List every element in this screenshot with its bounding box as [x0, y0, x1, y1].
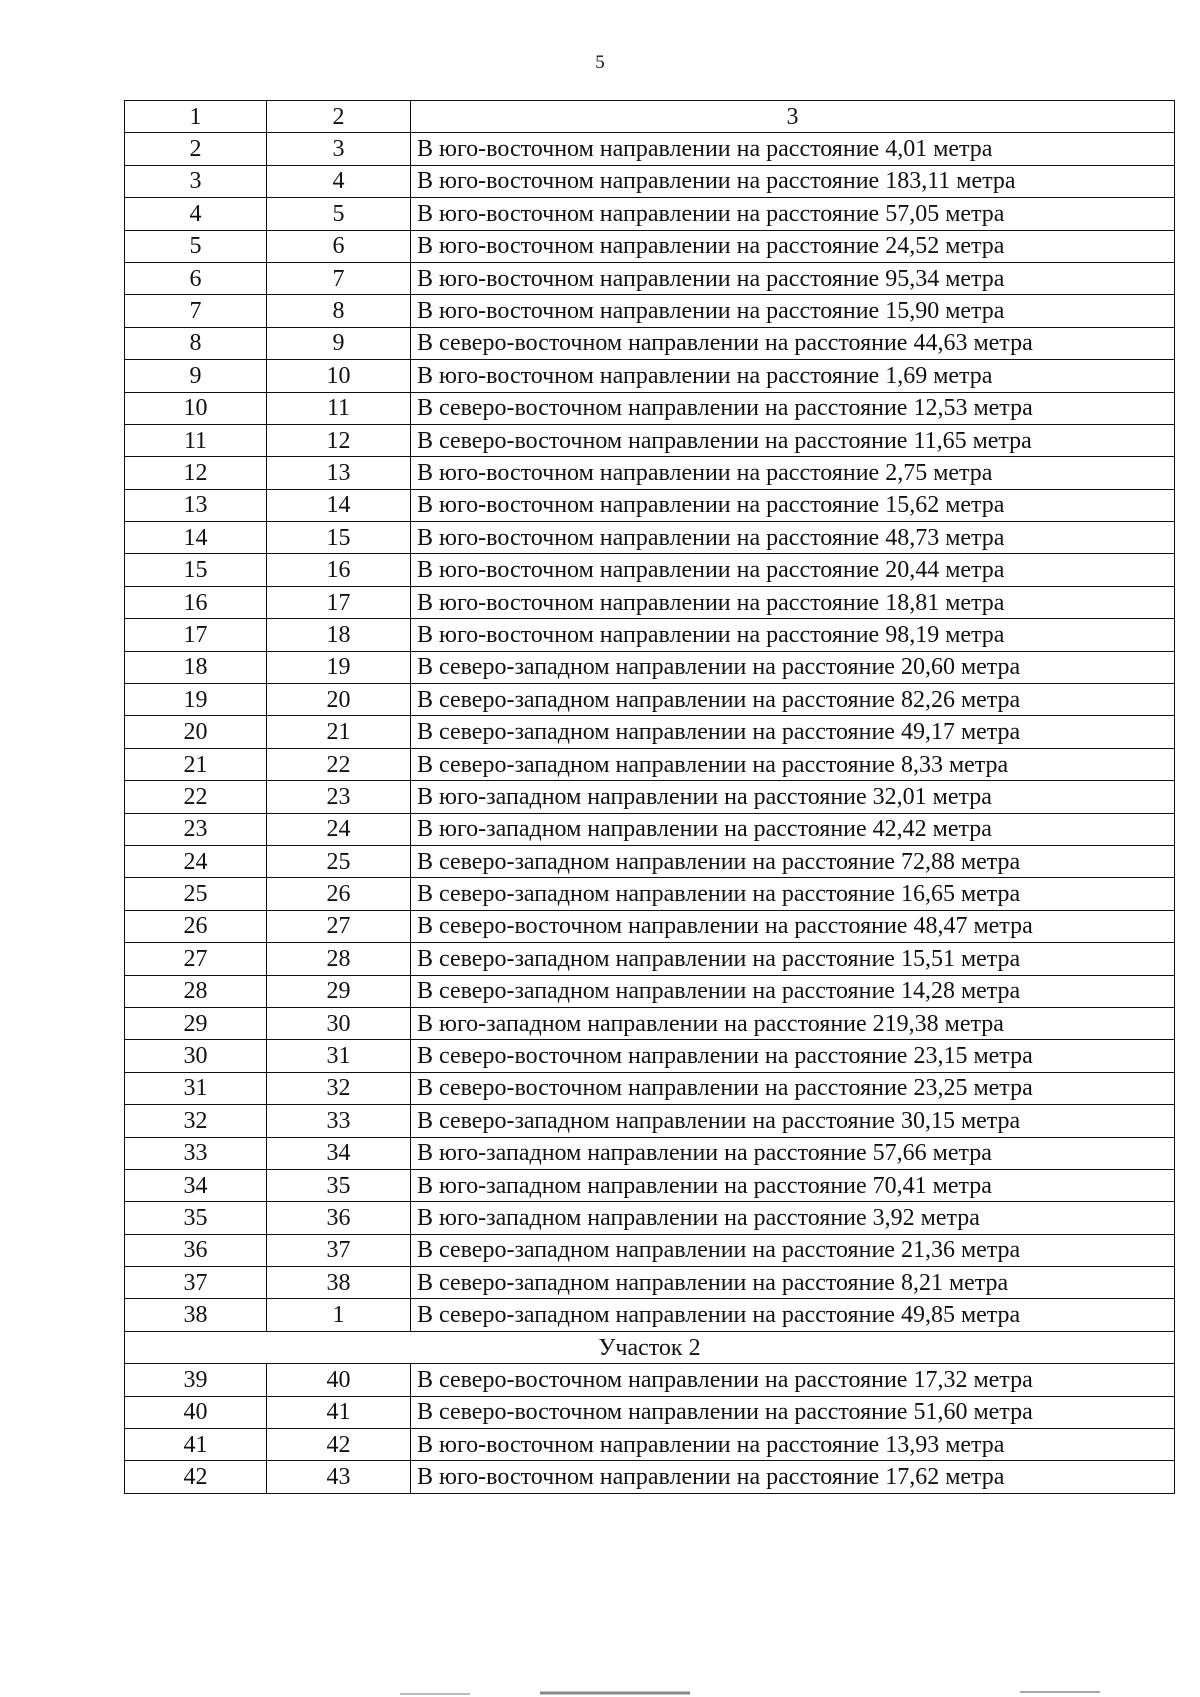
- direction-distance-cell: В юго-восточном направлении на расстояние 24,52 метра: [411, 230, 1175, 262]
- point-from-cell: 40: [125, 1396, 267, 1428]
- table-row: [125, 1202, 1175, 1234]
- direction-distance-cell: В юго-западном направлении на расстояние 70,41 метра: [411, 1169, 1175, 1201]
- direction-distance-cell: В северо-западном направлении на расстояние 72,88 метра: [411, 845, 1175, 877]
- table-row: [125, 1461, 1175, 1493]
- table-row: [125, 1299, 1175, 1331]
- direction-distance-cell: В юго-восточном направлении на расстояние 57,05 метра: [411, 198, 1175, 230]
- direction-distance-cell: В юго-восточном направлении на расстояние 48,73 метра: [411, 522, 1175, 554]
- point-from-cell: 26: [125, 910, 267, 942]
- direction-distance-cell: В северо-западном направлении на расстояние 8,33 метра: [411, 748, 1175, 780]
- point-from-cell: 30: [125, 1040, 267, 1072]
- point-to-cell: 37: [267, 1234, 411, 1266]
- direction-distance-cell: В северо-восточном направлении на расстояние 23,15 метра: [411, 1040, 1175, 1072]
- point-to-cell: 1: [267, 1299, 411, 1331]
- point-to-cell: 13: [267, 457, 411, 489]
- point-to-cell: 23: [267, 781, 411, 813]
- table-row: [125, 748, 1175, 780]
- table-row: [125, 781, 1175, 813]
- table-row: [125, 975, 1175, 1007]
- table-body: [125, 101, 1175, 1494]
- table-row: [125, 651, 1175, 683]
- table-row: [125, 198, 1175, 230]
- point-from-cell: 31: [125, 1072, 267, 1104]
- point-from-cell: 15: [125, 554, 267, 586]
- point-to-cell: 31: [267, 1040, 411, 1072]
- boundary-description-table: [124, 100, 1175, 1494]
- point-to-cell: 40: [267, 1364, 411, 1396]
- table-row: [125, 1234, 1175, 1266]
- direction-distance-cell: В юго-восточном направлении на расстояние 95,34 метра: [411, 262, 1175, 294]
- point-from-cell: 18: [125, 651, 267, 683]
- point-from-cell: 11: [125, 424, 267, 456]
- table-row: [125, 1137, 1175, 1169]
- direction-distance-cell: В северо-восточном направлении на расстояние 11,65 метра: [411, 424, 1175, 456]
- direction-distance-cell: В юго-западном направлении на расстояние 42,42 метра: [411, 813, 1175, 845]
- point-from-cell: 41: [125, 1429, 267, 1461]
- point-from-cell: 19: [125, 684, 267, 716]
- point-from-cell: 29: [125, 1007, 267, 1039]
- point-to-cell: 28: [267, 943, 411, 975]
- point-to-cell: 3: [267, 133, 411, 165]
- direction-distance-cell: В юго-восточном направлении на расстояние 98,19 метра: [411, 619, 1175, 651]
- point-from-cell: 2: [125, 133, 267, 165]
- point-from-cell: 34: [125, 1169, 267, 1201]
- direction-distance-cell: В юго-восточном направлении на расстояние 17,62 метра: [411, 1461, 1175, 1493]
- direction-distance-cell: В северо-западном направлении на расстояние 16,65 метра: [411, 878, 1175, 910]
- point-to-cell: 4: [267, 165, 411, 197]
- page-number: 5: [595, 52, 605, 73]
- table-row: [125, 1169, 1175, 1201]
- direction-distance-cell: В северо-западном направлении на расстояние 30,15 метра: [411, 1105, 1175, 1137]
- point-from-cell: 10: [125, 392, 267, 424]
- point-from-cell: 23: [125, 813, 267, 845]
- direction-distance-cell: В северо-западном направлении на расстояние 21,36 метра: [411, 1234, 1175, 1266]
- direction-distance-cell: В северо-восточном направлении на расстояние 51,60 метра: [411, 1396, 1175, 1428]
- point-to-cell: 21: [267, 716, 411, 748]
- direction-distance-cell: В северо-западном направлении на расстояние 49,85 метра: [411, 1299, 1175, 1331]
- table-header-row: [125, 101, 1175, 133]
- table-row: [125, 910, 1175, 942]
- direction-distance-cell: В северо-восточном направлении на расстояние 12,53 метра: [411, 392, 1175, 424]
- point-to-cell: 33: [267, 1105, 411, 1137]
- table-row: [125, 360, 1175, 392]
- table-row: [125, 619, 1175, 651]
- table-row: [125, 1040, 1175, 1072]
- point-from-cell: 33: [125, 1137, 267, 1169]
- point-from-cell: 24: [125, 845, 267, 877]
- point-from-cell: 35: [125, 1202, 267, 1234]
- section-label: Участок 2: [125, 1331, 1175, 1363]
- table-row: [125, 165, 1175, 197]
- point-to-cell: 24: [267, 813, 411, 845]
- table-row: [125, 878, 1175, 910]
- point-to-cell: 17: [267, 586, 411, 618]
- table-row: [125, 392, 1175, 424]
- point-to-cell: 29: [267, 975, 411, 1007]
- direction-distance-cell: В северо-восточном направлении на расстояние 23,25 метра: [411, 1072, 1175, 1104]
- point-to-cell: 36: [267, 1202, 411, 1234]
- direction-distance-cell: В юго-восточном направлении на расстояние 15,90 метра: [411, 295, 1175, 327]
- table-row: [125, 424, 1175, 456]
- point-from-cell: 36: [125, 1234, 267, 1266]
- point-from-cell: 32: [125, 1105, 267, 1137]
- point-to-cell: 38: [267, 1267, 411, 1299]
- point-to-cell: 5: [267, 198, 411, 230]
- table-row: [125, 327, 1175, 359]
- point-to-cell: 32: [267, 1072, 411, 1104]
- table-row: [125, 716, 1175, 748]
- point-from-cell: 42: [125, 1461, 267, 1493]
- point-to-cell: 25: [267, 845, 411, 877]
- point-to-cell: 7: [267, 262, 411, 294]
- table-row: [125, 230, 1175, 262]
- point-from-cell: 38: [125, 1299, 267, 1331]
- point-from-cell: 16: [125, 586, 267, 618]
- point-to-cell: 19: [267, 651, 411, 683]
- point-to-cell: 16: [267, 554, 411, 586]
- point-to-cell: 42: [267, 1429, 411, 1461]
- direction-distance-cell: В северо-западном направлении на расстояние 14,28 метра: [411, 975, 1175, 1007]
- direction-distance-cell: В северо-западном направлении на расстояние 49,17 метра: [411, 716, 1175, 748]
- point-from-cell: 13: [125, 489, 267, 521]
- direction-distance-cell: В северо-восточном направлении на расстояние 17,32 метра: [411, 1364, 1175, 1396]
- table-row: [125, 1072, 1175, 1104]
- direction-distance-cell: В северо-восточном направлении на расстояние 44,63 метра: [411, 327, 1175, 359]
- point-to-cell: 43: [267, 1461, 411, 1493]
- table-row: [125, 1364, 1175, 1396]
- point-to-cell: 20: [267, 684, 411, 716]
- direction-distance-cell: В юго-восточном направлении на расстояние 4,01 метра: [411, 133, 1175, 165]
- direction-distance-cell: В юго-западном направлении на расстояние 3,92 метра: [411, 1202, 1175, 1234]
- direction-distance-cell: В юго-восточном направлении на расстояние 18,81 метра: [411, 586, 1175, 618]
- point-to-cell: 12: [267, 424, 411, 456]
- point-from-cell: 20: [125, 716, 267, 748]
- point-to-cell: 30: [267, 1007, 411, 1039]
- table-row: [125, 262, 1175, 294]
- direction-distance-cell: В юго-западном направлении на расстояние 219,38 метра: [411, 1007, 1175, 1039]
- table-row: [125, 1396, 1175, 1428]
- table-row: [125, 1007, 1175, 1039]
- table-row: [125, 845, 1175, 877]
- table-row: [125, 457, 1175, 489]
- scan-footer-marks: [0, 1672, 1200, 1697]
- point-from-cell: 14: [125, 522, 267, 554]
- point-from-cell: 17: [125, 619, 267, 651]
- point-to-cell: 26: [267, 878, 411, 910]
- direction-distance-cell: В юго-восточном направлении на расстояние 20,44 метра: [411, 554, 1175, 586]
- direction-distance-cell: В северо-западном направлении на расстояние 15,51 метра: [411, 943, 1175, 975]
- point-from-cell: 5: [125, 230, 267, 262]
- point-from-cell: 7: [125, 295, 267, 327]
- direction-distance-cell: В юго-западном направлении на расстояние 32,01 метра: [411, 781, 1175, 813]
- direction-distance-cell: В северо-западном направлении на расстояние 8,21 метра: [411, 1267, 1175, 1299]
- direction-distance-cell: В юго-восточном направлении на расстояние 13,93 метра: [411, 1429, 1175, 1461]
- table-row: [125, 554, 1175, 586]
- point-to-cell: 11: [267, 392, 411, 424]
- point-to-cell: 18: [267, 619, 411, 651]
- section-row: [125, 1331, 1175, 1363]
- direction-distance-cell: В юго-восточном направлении на расстояние 1,69 метра: [411, 360, 1175, 392]
- point-to-cell: 34: [267, 1137, 411, 1169]
- point-from-cell: 37: [125, 1267, 267, 1299]
- point-to-cell: 9: [267, 327, 411, 359]
- header-col-3: 3: [411, 101, 1175, 133]
- table-row: [125, 1429, 1175, 1461]
- direction-distance-cell: В северо-западном направлении на расстояние 82,26 метра: [411, 684, 1175, 716]
- point-from-cell: 27: [125, 943, 267, 975]
- point-to-cell: 41: [267, 1396, 411, 1428]
- table-row: [125, 522, 1175, 554]
- table-row: [125, 813, 1175, 845]
- direction-distance-cell: В юго-восточном направлении на расстояние 15,62 метра: [411, 489, 1175, 521]
- point-from-cell: 22: [125, 781, 267, 813]
- direction-distance-cell: В юго-восточном направлении на расстояние 183,11 метра: [411, 165, 1175, 197]
- table-row: [125, 295, 1175, 327]
- header-col-2: 2: [267, 101, 411, 133]
- table-row: [125, 943, 1175, 975]
- header-col-1: 1: [125, 101, 267, 133]
- point-from-cell: 6: [125, 262, 267, 294]
- point-to-cell: 14: [267, 489, 411, 521]
- direction-distance-cell: В юго-западном направлении на расстояние 57,66 метра: [411, 1137, 1175, 1169]
- direction-distance-cell: В северо-западном направлении на расстояние 20,60 метра: [411, 651, 1175, 683]
- point-from-cell: 12: [125, 457, 267, 489]
- point-from-cell: 4: [125, 198, 267, 230]
- point-to-cell: 22: [267, 748, 411, 780]
- point-from-cell: 8: [125, 327, 267, 359]
- point-from-cell: 21: [125, 748, 267, 780]
- table-row: [125, 133, 1175, 165]
- point-to-cell: 15: [267, 522, 411, 554]
- point-from-cell: 39: [125, 1364, 267, 1396]
- point-from-cell: 9: [125, 360, 267, 392]
- direction-distance-cell: В юго-восточном направлении на расстояние 2,75 метра: [411, 457, 1175, 489]
- point-to-cell: 8: [267, 295, 411, 327]
- table-row: [125, 684, 1175, 716]
- table-row: [125, 1267, 1175, 1299]
- point-from-cell: 28: [125, 975, 267, 1007]
- table-row: [125, 1105, 1175, 1137]
- direction-distance-cell: В северо-восточном направлении на расстояние 48,47 метра: [411, 910, 1175, 942]
- point-to-cell: 35: [267, 1169, 411, 1201]
- point-to-cell: 10: [267, 360, 411, 392]
- point-from-cell: 25: [125, 878, 267, 910]
- point-to-cell: 27: [267, 910, 411, 942]
- point-to-cell: 6: [267, 230, 411, 262]
- table-row: [125, 489, 1175, 521]
- point-from-cell: 3: [125, 165, 267, 197]
- table-row: [125, 586, 1175, 618]
